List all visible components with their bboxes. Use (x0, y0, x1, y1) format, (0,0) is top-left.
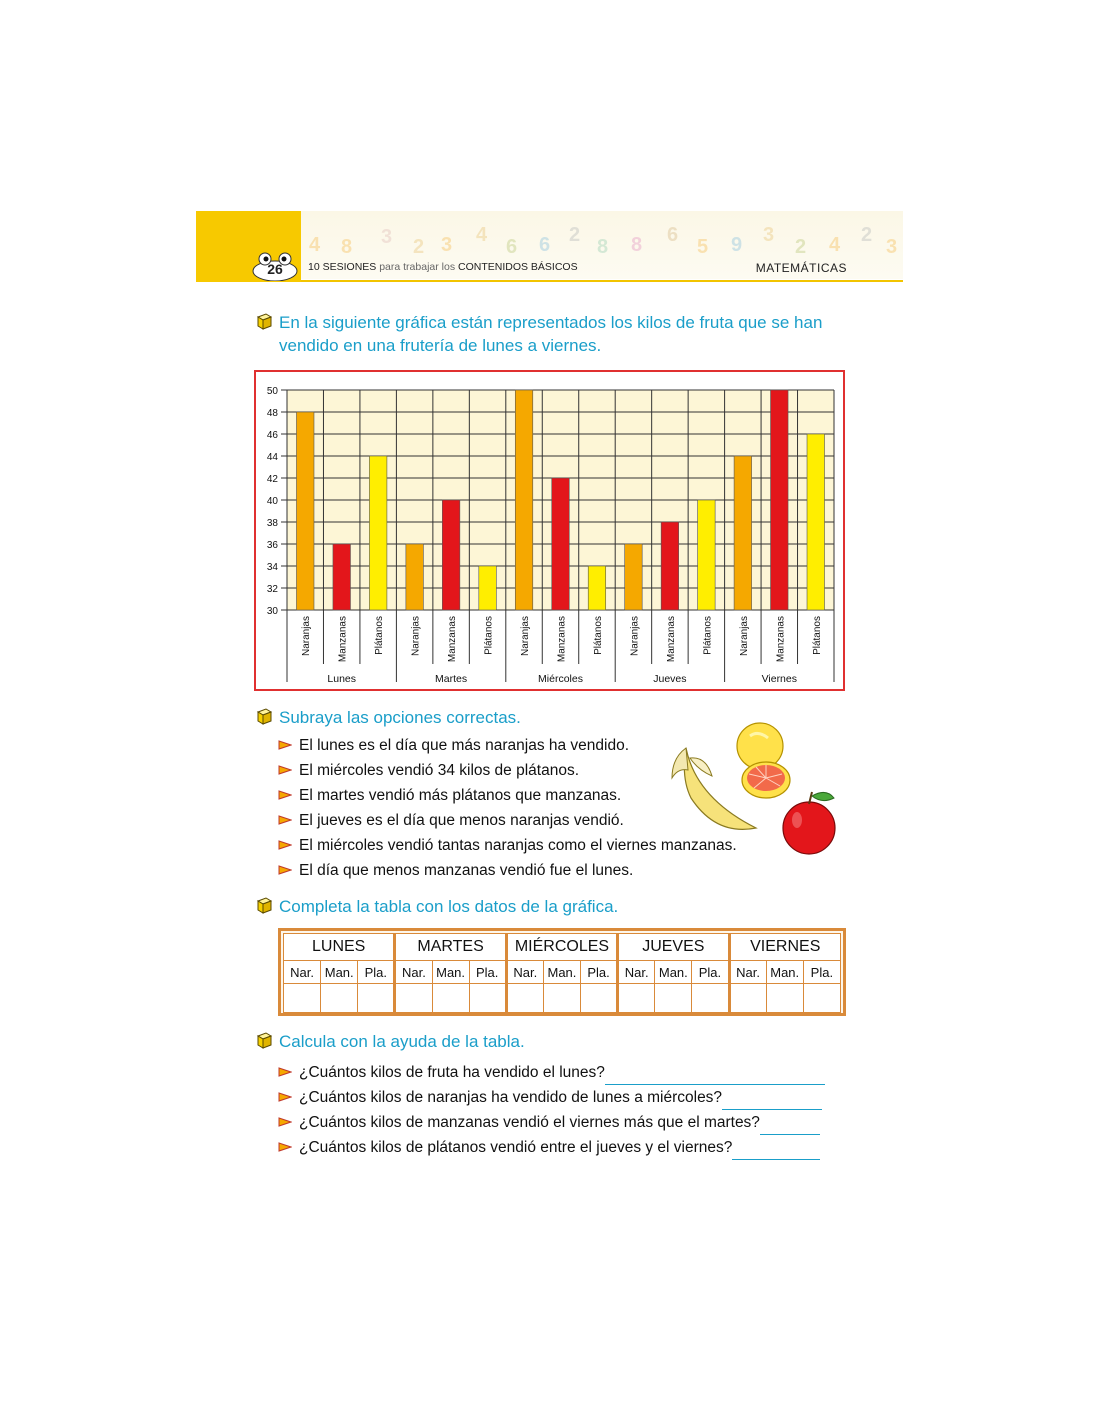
option-text: El jueves es el día que menos naranjas vendió. (299, 812, 624, 829)
table-day-header: MARTES (395, 934, 506, 961)
svg-text:3: 3 (763, 224, 775, 246)
table-subheader: Pla. (581, 961, 618, 984)
table-subheader: Pla. (692, 961, 729, 984)
svg-text:6: 6 (539, 234, 551, 256)
x-category-label: Naranjas (301, 616, 313, 657)
svg-text:3: 3 (886, 236, 898, 258)
arrow-bullet-icon (278, 1092, 292, 1102)
section-intro-line: En la siguiente gráfica están representados los kilos de fruta que se han (279, 313, 823, 332)
table-answer-cell[interactable] (692, 984, 729, 1013)
table-answer-row (284, 984, 841, 1013)
questions-list (278, 1060, 825, 1160)
arrow-bullet-icon (278, 1117, 292, 1127)
question-item (278, 1085, 825, 1110)
table-subheader: Man. (432, 961, 469, 984)
data-table (283, 933, 841, 1013)
decorative-numbers (301, 211, 903, 261)
option-item[interactable] (278, 858, 737, 883)
bar-jueves-naranjas (625, 544, 643, 610)
option-text: El lunes es el día que más naranjas ha vendido. (299, 737, 630, 754)
section-title: Subraya las opciones correctas. (279, 708, 521, 727)
book-title-part: CONTENIDOS BÁSICOS (458, 261, 578, 273)
answer-blank[interactable] (722, 1092, 822, 1110)
svg-text:2: 2 (413, 236, 425, 258)
svg-text:3: 3 (381, 226, 393, 248)
question-text: ¿Cuántos kilos de naranjas ha vendido de lunes a miércoles? (299, 1089, 723, 1106)
svg-text:4: 4 (309, 234, 321, 256)
y-tick-label: 48 (266, 408, 278, 419)
svg-text:8: 8 (597, 236, 609, 258)
x-group-label: Miércoles (538, 673, 583, 685)
table-answer-cell[interactable] (543, 984, 580, 1013)
table-subheader: Nar. (284, 961, 321, 984)
book-title-part: para trabajar los (379, 261, 456, 273)
table-answer-cell[interactable] (469, 984, 506, 1013)
bar-martes-manzanas (442, 500, 460, 610)
table-day-header: JUEVES (618, 934, 729, 961)
option-text: El miércoles vendió tantas naranjas como el viernes manzanas. (299, 837, 737, 854)
answer-blank[interactable] (732, 1142, 820, 1160)
svg-text:8: 8 (631, 234, 643, 256)
chart-canvas (256, 372, 843, 689)
section-title: Calcula con la ayuda de la tabla. (279, 1032, 525, 1051)
arrow-bullet-icon (278, 840, 292, 850)
data-table-frame (278, 928, 846, 1016)
question-text: ¿Cuántos kilos de fruta ha vendido el lunes? (299, 1064, 605, 1081)
x-category-label: Plátanos (811, 616, 823, 655)
table-answer-cell[interactable] (395, 984, 432, 1013)
y-tick-label: 46 (266, 430, 278, 441)
bar-jueves-manzanas (661, 522, 679, 610)
y-tick-label: 44 (266, 452, 278, 463)
y-tick-label: 42 (266, 474, 278, 485)
subject-label: MATEMÁTICAS (755, 261, 847, 275)
answer-blank[interactable] (605, 1067, 825, 1085)
bar-miércoles-naranjas (515, 390, 533, 610)
bar-lunes-naranjas (296, 412, 314, 610)
table-subheader: Man. (766, 961, 803, 984)
bar-martes-plátanos (479, 566, 497, 610)
svg-text:2: 2 (795, 236, 807, 258)
x-category-label: Plátanos (702, 616, 714, 655)
bar-lunes-plátanos (369, 456, 387, 610)
table-answer-cell[interactable] (729, 984, 766, 1013)
answer-blank[interactable] (760, 1117, 820, 1135)
svg-text:2: 2 (861, 224, 873, 246)
y-tick-label: 40 (266, 496, 278, 507)
bar-viernes-naranjas (734, 456, 752, 610)
cube-bullet-icon (254, 1031, 272, 1049)
table-subheader: Pla. (469, 961, 506, 984)
question-item (278, 1135, 825, 1160)
question-text: ¿Cuántos kilos de plátanos vendió entre el jueves y el viernes? (299, 1139, 733, 1156)
svg-text:4: 4 (829, 234, 841, 256)
y-tick-label: 36 (266, 540, 278, 551)
x-category-label: Manzanas (665, 616, 677, 663)
table-answer-cell[interactable] (581, 984, 618, 1013)
table-answer-cell[interactable] (766, 984, 803, 1013)
y-tick-label: 50 (266, 386, 278, 397)
arrow-bullet-icon (278, 815, 292, 825)
arrow-bullet-icon (278, 1142, 292, 1152)
svg-text:5: 5 (697, 236, 709, 258)
svg-text:2: 2 (569, 224, 581, 246)
x-group-label: Viernes (761, 673, 798, 685)
table-answer-cell[interactable] (284, 984, 321, 1013)
table-answer-cell[interactable] (432, 984, 469, 1013)
svg-text:6: 6 (667, 224, 679, 246)
question-item (278, 1110, 825, 1135)
x-category-label: Naranjas (738, 616, 750, 657)
header-rule (301, 280, 903, 282)
y-tick-label: 34 (266, 562, 278, 573)
table-subheader: Nar. (729, 961, 766, 984)
x-category-label: Plátanos (374, 616, 386, 655)
x-category-label: Naranjas (629, 616, 641, 657)
cube-bullet-icon (254, 896, 272, 914)
bar-lunes-manzanas (333, 544, 351, 610)
x-category-label: Manzanas (447, 616, 459, 663)
question-text: ¿Cuántos kilos de manzanas vendió el viernes más que el martes? (299, 1114, 760, 1131)
cube-bullet-icon (254, 312, 272, 330)
svg-text:6: 6 (506, 236, 518, 258)
svg-text:4: 4 (476, 224, 488, 246)
x-category-label: Manzanas (337, 616, 349, 663)
table-answer-cell[interactable] (618, 984, 655, 1013)
bar-miércoles-plátanos (588, 566, 606, 610)
svg-text:3: 3 (441, 234, 453, 256)
svg-text:8: 8 (341, 236, 353, 258)
x-category-label: Manzanas (775, 616, 787, 663)
x-category-label: Naranjas (520, 616, 532, 657)
table-day-header: VIERNES (729, 934, 841, 961)
arrow-bullet-icon (278, 790, 292, 800)
option-text: El día que menos manzanas vendió fue el lunes. (299, 862, 634, 879)
fruit-sales-chart (254, 370, 845, 691)
table-subheader: Pla. (358, 961, 395, 984)
arrow-bullet-icon (278, 740, 292, 750)
y-tick-label: 32 (266, 584, 278, 595)
table-subheader: Man. (321, 961, 358, 984)
x-group-label: Martes (435, 673, 468, 685)
section-title: Completa la tabla con los datos de la gráfica. (279, 897, 619, 916)
svg-text:9: 9 (731, 234, 743, 256)
table-subheader: Pla. (803, 961, 840, 984)
table-answer-cell[interactable] (803, 984, 840, 1013)
page-number: 26 (267, 261, 283, 277)
bar-martes-naranjas (406, 544, 424, 610)
x-category-label: Naranjas (410, 616, 422, 657)
option-text: El martes vendió más plátanos que manzanas. (299, 787, 622, 804)
book-title (308, 261, 578, 273)
table-answer-cell[interactable] (358, 984, 395, 1013)
section-intro-line: vendido en una frutería de lunes a viernes. (279, 336, 602, 355)
table-answer-cell[interactable] (321, 984, 358, 1013)
table-answer-cell[interactable] (506, 984, 543, 1013)
bar-jueves-plátanos (698, 500, 716, 610)
table-answer-cell[interactable] (655, 984, 692, 1013)
table-day-header: LUNES (284, 934, 395, 961)
arrow-bullet-icon (278, 865, 292, 875)
x-group-label: Jueves (653, 673, 687, 685)
cube-bullet-icon (254, 707, 272, 725)
table-subheader: Man. (543, 961, 580, 984)
bar-miércoles-manzanas (552, 478, 570, 610)
question-item (278, 1060, 825, 1085)
x-category-label: Plátanos (483, 616, 495, 655)
table-subheader: Nar. (618, 961, 655, 984)
y-tick-label: 30 (266, 606, 278, 617)
table-subheader: Nar. (395, 961, 432, 984)
table-day-row (284, 934, 841, 961)
book-title-part: 10 SESIONES (308, 261, 377, 273)
x-group-label: Lunes (327, 673, 357, 685)
fruits-illustration (664, 718, 844, 858)
option-text: El miércoles vendió 34 kilos de plátanos. (299, 762, 580, 779)
table-subheader-row (284, 961, 841, 984)
bar-viernes-plátanos (807, 434, 825, 610)
arrow-bullet-icon (278, 1067, 292, 1077)
y-tick-label: 38 (266, 518, 278, 529)
x-category-label: Plátanos (592, 616, 604, 655)
bar-viernes-manzanas (771, 390, 789, 610)
x-category-label: Manzanas (556, 616, 568, 663)
table-subheader: Man. (655, 961, 692, 984)
arrow-bullet-icon (278, 765, 292, 775)
table-subheader: Nar. (506, 961, 543, 984)
page-header (196, 211, 903, 283)
table-day-header: MIÉRCOLES (506, 934, 617, 961)
